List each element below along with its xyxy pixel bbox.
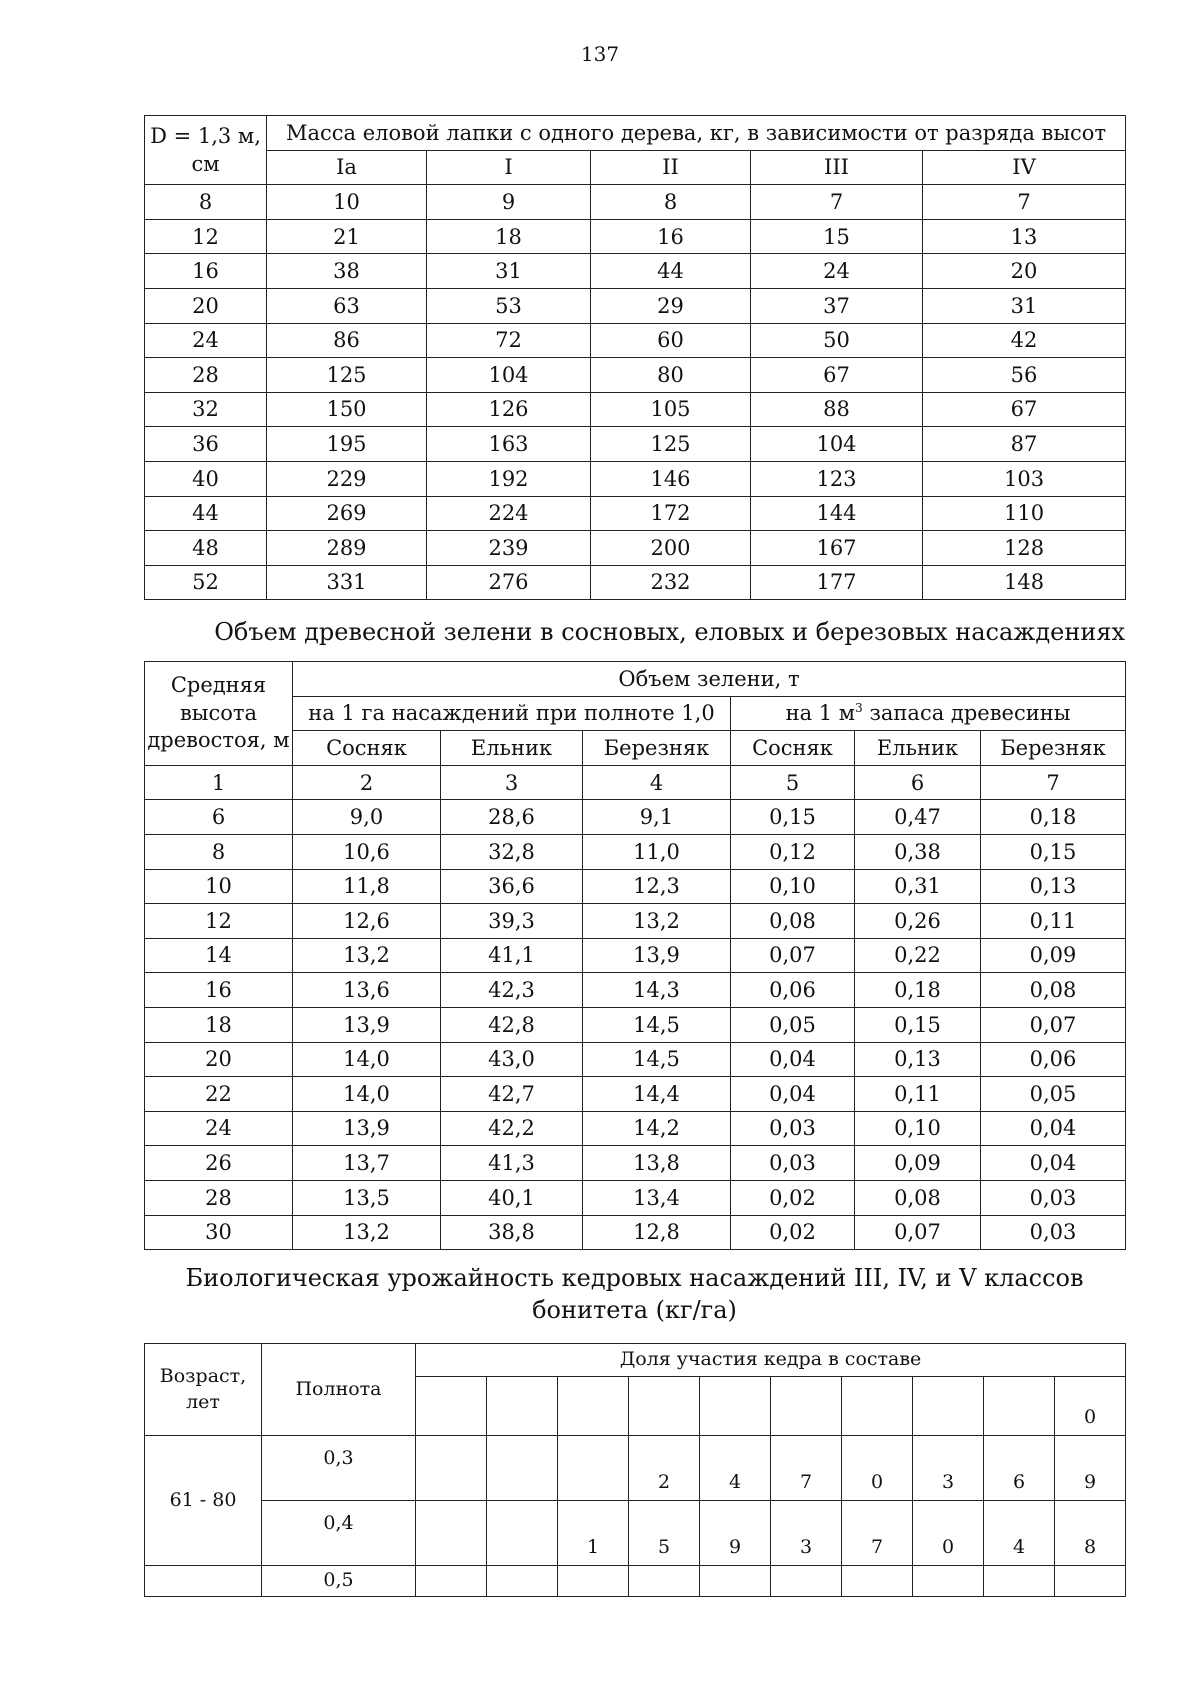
mass-cell: 31 [923, 288, 1126, 323]
mass-cell: 126 [427, 392, 591, 427]
volume-cell: 13,5 [293, 1180, 441, 1215]
table-row [145, 323, 1126, 358]
mass-cell: 50 [751, 323, 923, 358]
mass-cell: 37 [751, 288, 923, 323]
volume-cell: 14,5 [583, 1042, 731, 1077]
yield-cell [700, 1566, 771, 1597]
per-cubic-meter-header [731, 696, 1126, 731]
yield-cell: 4 [700, 1436, 771, 1501]
share-column-header [842, 1377, 913, 1436]
diameter-cell: 36 [145, 427, 267, 462]
height-cell: 14 [145, 938, 293, 973]
yield-cell [842, 1566, 913, 1597]
height-cell: 6 [145, 800, 293, 835]
yield-cell: 1 [558, 1501, 629, 1566]
yield-cell: 0 [842, 1436, 913, 1501]
per-cubic-meter-post: запаса древесины [862, 701, 1071, 726]
mass-cell: 123 [751, 461, 923, 496]
mass-cell: 125 [267, 358, 427, 393]
volume-cell: 0,31 [855, 869, 981, 904]
diameter-cell: 12 [145, 219, 267, 254]
mass-cell: 67 [751, 358, 923, 393]
mass-cell: 177 [751, 565, 923, 600]
diameter-cell: 44 [145, 496, 267, 531]
diameter-cell: 28 [145, 358, 267, 393]
diameter-cell: 20 [145, 288, 267, 323]
volume-cell: 0,11 [855, 1077, 981, 1112]
volume-cell: 0,03 [981, 1215, 1126, 1250]
mass-cell: 331 [267, 565, 427, 600]
volume-cell: 0,04 [981, 1146, 1126, 1181]
volume-cell: 11,0 [583, 834, 731, 869]
volume-cell: 0,15 [855, 1007, 981, 1042]
volume-cell: 13,7 [293, 1146, 441, 1181]
mass-cell: 8 [591, 185, 751, 220]
yield-cell: 3 [771, 1501, 842, 1566]
table3-caption [144, 1262, 1125, 1327]
volume-cell: 13,2 [293, 1215, 441, 1250]
diameter-cell: 52 [145, 565, 267, 600]
volume-cell: 13,9 [583, 938, 731, 973]
table-row [145, 531, 1126, 566]
spruce-branch-mass-table [144, 115, 1126, 600]
yield-cell: 9 [700, 1501, 771, 1566]
mass-cell: 163 [427, 427, 591, 462]
volume-cell: 0,08 [855, 1180, 981, 1215]
mass-cell: 195 [267, 427, 427, 462]
yield-cell [416, 1566, 487, 1597]
table-row [145, 800, 1126, 835]
volume-cell: 0,05 [981, 1077, 1126, 1112]
volume-cell: 32,8 [441, 834, 583, 869]
table-row [145, 254, 1126, 289]
mass-cell: 125 [591, 427, 751, 462]
share-column-header [984, 1377, 1055, 1436]
volume-cell: 12,6 [293, 904, 441, 939]
mass-cell: 67 [923, 392, 1126, 427]
mass-cell: 104 [427, 358, 591, 393]
height-class-header: IV [923, 150, 1126, 185]
share-column-header [558, 1377, 629, 1436]
yield-cell: 0 [913, 1501, 984, 1566]
yield-cell [1055, 1566, 1126, 1597]
yield-cell: 4 [984, 1501, 1055, 1566]
volume-cell: 0,03 [731, 1146, 855, 1181]
height-cell: 24 [145, 1111, 293, 1146]
volume-cell: 42,3 [441, 973, 583, 1008]
yield-cell: 8 [1055, 1501, 1126, 1566]
table-row [145, 938, 1126, 973]
mass-cell: 16 [591, 219, 751, 254]
volume-cell: 0,10 [731, 869, 855, 904]
volume-cell: 0,18 [855, 973, 981, 1008]
table-row [145, 1215, 1126, 1250]
table-row [145, 1566, 1126, 1597]
yield-cell: 3 [913, 1436, 984, 1501]
mass-cell: 104 [751, 427, 923, 462]
table-row [145, 904, 1126, 939]
volume-cell: 36,6 [441, 869, 583, 904]
mean-height-header: Средняя высота древостоя, м [145, 662, 293, 766]
volume-cell: 0,11 [981, 904, 1126, 939]
table-row [145, 288, 1126, 323]
mass-cell: 148 [923, 565, 1126, 600]
mass-cell: 9 [427, 185, 591, 220]
mass-cell: 172 [591, 496, 751, 531]
height-class-header: Iа [267, 150, 427, 185]
column-number: 7 [981, 765, 1126, 800]
volume-cell: 14,5 [583, 1007, 731, 1042]
mass-cell: 105 [591, 392, 751, 427]
table-row [145, 834, 1126, 869]
volume-cell: 13,6 [293, 973, 441, 1008]
forest-type-header: Березняк [981, 731, 1126, 766]
diameter-cell: 48 [145, 531, 267, 566]
volume-cell: 41,1 [441, 938, 583, 973]
mass-cell: 269 [267, 496, 427, 531]
diameter-cell: 8 [145, 185, 267, 220]
cedar-share-header: Доля участия кедра в составе [416, 1344, 1126, 1377]
table-row [145, 973, 1126, 1008]
volume-cell: 0,12 [731, 834, 855, 869]
mass-cell: 229 [267, 461, 427, 496]
mass-cell: 31 [427, 254, 591, 289]
volume-cell: 0,13 [981, 869, 1126, 904]
mass-cell: 20 [923, 254, 1126, 289]
volume-cell: 39,3 [441, 904, 583, 939]
mass-cell: 87 [923, 427, 1126, 462]
volume-cell: 14,3 [583, 973, 731, 1008]
volume-cell: 0,38 [855, 834, 981, 869]
volume-cell: 0,04 [731, 1077, 855, 1112]
volume-cell: 40,1 [441, 1180, 583, 1215]
volume-cell: 0,07 [731, 938, 855, 973]
greenery-volume-table [144, 661, 1126, 1250]
height-cell: 28 [145, 1180, 293, 1215]
volume-cell: 14,0 [293, 1077, 441, 1112]
volume-cell: 13,2 [293, 938, 441, 973]
height-cell: 8 [145, 834, 293, 869]
height-cell: 22 [145, 1077, 293, 1112]
mass-cell: 29 [591, 288, 751, 323]
volume-cell: 0,03 [731, 1111, 855, 1146]
share-column-header [629, 1377, 700, 1436]
volume-cell: 0,06 [731, 973, 855, 1008]
volume-cell: 13,8 [583, 1146, 731, 1181]
column-number: 1 [145, 765, 293, 800]
mass-cell: 200 [591, 531, 751, 566]
yield-cell: 7 [842, 1501, 913, 1566]
mass-cell: 15 [751, 219, 923, 254]
volume-cell: 0,18 [981, 800, 1126, 835]
volume-cell: 13,9 [293, 1007, 441, 1042]
mass-cell: 150 [267, 392, 427, 427]
mass-cell: 10 [267, 185, 427, 220]
mass-cell: 44 [591, 254, 751, 289]
mass-cell: 239 [427, 531, 591, 566]
mass-cell: 224 [427, 496, 591, 531]
table-row [145, 185, 1126, 220]
mass-cell: 88 [751, 392, 923, 427]
volume-cell: 0,07 [981, 1007, 1126, 1042]
height-cell: 20 [145, 1042, 293, 1077]
mass-cell: 86 [267, 323, 427, 358]
volume-cell: 14,4 [583, 1077, 731, 1112]
volume-cell: 13,4 [583, 1180, 731, 1215]
density-cell: 0,3 [262, 1436, 416, 1501]
table-row [145, 392, 1126, 427]
column-number: 5 [731, 765, 855, 800]
mass-cell: 276 [427, 565, 591, 600]
mass-cell: 146 [591, 461, 751, 496]
diameter-cell: 32 [145, 392, 267, 427]
density-cell: 0,5 [262, 1566, 416, 1597]
forest-type-header: Сосняк [731, 731, 855, 766]
share-column-header [487, 1377, 558, 1436]
height-class-header: II [591, 150, 751, 185]
volume-cell: 0,10 [855, 1111, 981, 1146]
per-cubic-meter-pre: на 1 м [785, 701, 856, 726]
age-header: Возраст, лет [145, 1344, 262, 1436]
yield-cell: 2 [629, 1436, 700, 1501]
volume-cell: 14,2 [583, 1111, 731, 1146]
table-row [145, 1111, 1126, 1146]
mass-cell: 232 [591, 565, 751, 600]
mass-cell: 192 [427, 461, 591, 496]
mass-cell: 53 [427, 288, 591, 323]
diameter-cell: 40 [145, 461, 267, 496]
column-number: 6 [855, 765, 981, 800]
table-row [145, 219, 1126, 254]
yield-cell [558, 1436, 629, 1501]
table-row [145, 1007, 1126, 1042]
table-row [145, 1077, 1126, 1112]
volume-cell: 0,04 [731, 1042, 855, 1077]
volume-cell: 0,47 [855, 800, 981, 835]
volume-cell: 9,1 [583, 800, 731, 835]
yield-cell [771, 1566, 842, 1597]
volume-cell: 0,02 [731, 1180, 855, 1215]
table-row [145, 461, 1126, 496]
table-row [145, 1042, 1126, 1077]
height-class-header: III [751, 150, 923, 185]
column-number: 4 [583, 765, 731, 800]
volume-cell: 0,15 [981, 834, 1126, 869]
height-cell: 26 [145, 1146, 293, 1181]
volume-cell: 13,9 [293, 1111, 441, 1146]
mass-cell: 60 [591, 323, 751, 358]
share-column-header [700, 1377, 771, 1436]
volume-cell: 9,0 [293, 800, 441, 835]
mass-cell: 144 [751, 496, 923, 531]
yield-cell [487, 1436, 558, 1501]
share-column-header: 0 [1055, 1377, 1126, 1436]
volume-cell: 0,22 [855, 938, 981, 973]
height-class-header: I [427, 150, 591, 185]
mass-cell: 7 [751, 185, 923, 220]
density-header: Полнота [262, 1344, 416, 1436]
forest-type-header: Березняк [583, 731, 731, 766]
column-number: 3 [441, 765, 583, 800]
mass-cell: 63 [267, 288, 427, 323]
yield-cell: 6 [984, 1436, 1055, 1501]
volume-cell: 42,7 [441, 1077, 583, 1112]
yield-cell: 9 [1055, 1436, 1126, 1501]
volume-cell: 0,06 [981, 1042, 1126, 1077]
age-cell: 61 - 80 [145, 1436, 262, 1566]
mass-cell: 72 [427, 323, 591, 358]
volume-cell: 0,08 [731, 904, 855, 939]
table-row [145, 496, 1126, 531]
share-column-header [771, 1377, 842, 1436]
forest-type-header: Сосняк [293, 731, 441, 766]
cedar-yield-table [144, 1343, 1126, 1597]
age-cell-empty [145, 1566, 262, 1597]
volume-cell: 0,08 [981, 973, 1126, 1008]
mass-cell: 289 [267, 531, 427, 566]
height-cell: 10 [145, 869, 293, 904]
volume-cell: 0,15 [731, 800, 855, 835]
table-row [145, 1436, 1126, 1501]
volume-cell: 28,6 [441, 800, 583, 835]
mass-cell: 128 [923, 531, 1126, 566]
mass-cell: 38 [267, 254, 427, 289]
yield-cell [984, 1566, 1055, 1597]
volume-cell: 38,8 [441, 1215, 583, 1250]
volume-cell: 42,8 [441, 1007, 583, 1042]
height-cell: 12 [145, 904, 293, 939]
table-row [145, 565, 1126, 600]
yield-cell [558, 1566, 629, 1597]
yield-cell: 5 [629, 1501, 700, 1566]
volume-cell: 0,02 [731, 1215, 855, 1250]
volume-cell: 42,2 [441, 1111, 583, 1146]
volume-cell: 43,0 [441, 1042, 583, 1077]
volume-cell: 41,3 [441, 1146, 583, 1181]
diameter-header: D = 1,3 м, см [145, 116, 267, 185]
mass-cell: 80 [591, 358, 751, 393]
mass-cell: 18 [427, 219, 591, 254]
volume-cell: 11,8 [293, 869, 441, 904]
table3-caption-line2: бонитета (кг/га) [532, 1296, 737, 1325]
diameter-cell: 16 [145, 254, 267, 289]
volume-cell: 12,3 [583, 869, 731, 904]
table-row [145, 1146, 1126, 1181]
share-column-header [913, 1377, 984, 1436]
yield-cell [416, 1436, 487, 1501]
volume-cell: 10,6 [293, 834, 441, 869]
mass-cell: 21 [267, 219, 427, 254]
mass-cell: 167 [751, 531, 923, 566]
volume-cell: 0,09 [855, 1146, 981, 1181]
mass-group-header: Масса еловой лапки с одного дерева, кг, в зависимости от разряда высот [267, 116, 1126, 151]
cubic-superscript: 3 [855, 701, 863, 716]
yield-cell [416, 1501, 487, 1566]
yield-cell [629, 1566, 700, 1597]
mass-cell: 110 [923, 496, 1126, 531]
mass-cell: 13 [923, 219, 1126, 254]
table-row [145, 1501, 1126, 1566]
yield-cell [913, 1566, 984, 1597]
table-row [145, 869, 1126, 904]
yield-cell [487, 1501, 558, 1566]
height-cell: 18 [145, 1007, 293, 1042]
yield-cell [487, 1566, 558, 1597]
height-cell: 16 [145, 973, 293, 1008]
height-cell: 30 [145, 1215, 293, 1250]
per-hectare-header: на 1 га насаждений при полноте 1,0 [293, 696, 731, 731]
volume-cell: 12,8 [583, 1215, 731, 1250]
table3-caption-line1: Биологическая урожайность кедровых насаждений III, IV, и V классов [185, 1264, 1084, 1292]
mass-cell: 103 [923, 461, 1126, 496]
mass-cell: 24 [751, 254, 923, 289]
volume-cell: 0,05 [731, 1007, 855, 1042]
diameter-cell: 24 [145, 323, 267, 358]
volume-cell: 0,07 [855, 1215, 981, 1250]
share-column-header [416, 1377, 487, 1436]
mass-cell: 56 [923, 358, 1126, 393]
table-row [145, 1180, 1126, 1215]
table-row [145, 358, 1126, 393]
forest-type-header: Ельник [441, 731, 583, 766]
mass-cell: 42 [923, 323, 1126, 358]
mass-cell: 7 [923, 185, 1126, 220]
volume-cell: 13,2 [583, 904, 731, 939]
greenery-volume-header: Объем зелени, т [293, 662, 1126, 697]
volume-cell: 0,26 [855, 904, 981, 939]
table2-caption: Объем древесной зелени в сосновых, еловых и березовых насаждениях [214, 618, 1125, 646]
table-row [145, 427, 1126, 462]
forest-type-header: Ельник [855, 731, 981, 766]
volume-cell: 14,0 [293, 1042, 441, 1077]
volume-cell: 0,04 [981, 1111, 1126, 1146]
column-number: 2 [293, 765, 441, 800]
page-number: 137 [580, 42, 620, 66]
density-cell: 0,4 [262, 1501, 416, 1566]
volume-cell: 0,09 [981, 938, 1126, 973]
yield-cell: 7 [771, 1436, 842, 1501]
volume-cell: 0,03 [981, 1180, 1126, 1215]
volume-cell: 0,13 [855, 1042, 981, 1077]
